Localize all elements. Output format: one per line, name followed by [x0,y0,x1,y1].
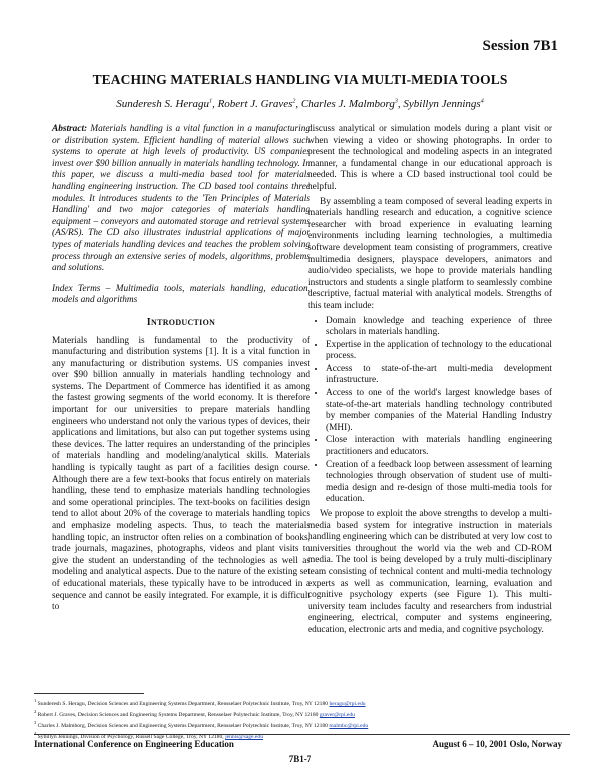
index-terms: Index Terms – Multimedia tools, materials handling, education, models and algorithms [52,283,310,306]
list-item: • Access to state-of-the-art multi-media development infrastructure. [326,364,552,387]
abstract-text: Materials handling is a vital function in a manufacturing or distribution system. Efficient handling of material allows such systems to operate at high levels of productivity. US companies invest over $90 billion annually in materials handling technology. In this paper, we discuss a multi-media based tool for materials handling engineering instruction. The CD based tool contains three modules. It introduces students to the 'Ten Principles of Materials Handling' and two major categories of materials handling equipment – conveyors and automated storage and retrieval systems (AS/RS). The CD also illustrates industrial applications of major types of materials handling devices and teaches the problem solving process through an extensive series of models, algorithms, problems and solutions. [52,124,310,274]
list-item: • Expertise in the application of technology to the educational process. [326,340,552,363]
session-label: Session 7B1 [482,38,558,54]
footnote: $^1$ Sunderesh S. Heragu, Decision Sciences and Engineering Systems Department, Rensselaer Polytechnic Institute, Troy, NY 12180 heragu@rpi.edu [34,698,366,707]
intro-paragraph: Materials handling is fundamental to the productivity of manufacturing and distribution systems [1]. It is a vital function in any manufacturing or distribution systems. US companies invest over $90 billion annually in materials handling technology and systems. The Department of Commerce has identified it as among the fastest growing segments of the world economy. It is therefore important for our universities to prepare materials handling engineers who understand not only the various types of devices, their applications and limitations, but also can put together systems using these devices. The latter requires an understanding of the principles of materials handling and modeling/analytical skills. Materials handling is typically taught as part of a facilities design course. Although there are a few text-books that focus entirely on materials handling, these tend to emphasize materials handling technologies and some operational principles. The text-books on facilities design tend to allot about 20% of the coverage to materials handling topics and emphasize modeling aspects. Thus, to teach the materials handling topic, an instructor often relies on a combination of books, trade journals, magazines, photographs, videos and plant visits to give the student an understanding of the technologies as well as modeling and analytical aspects. Due to the nature of the existing set of educational materials, these typically have to be introduced in a sequence and cannot be easily integrated. For example, it is difficult to [52,335,310,613]
body-paragraph: By assembling a team composed of several leading experts in materials handling research and education, a cognitive science researcher with broad experience in evaluating learning environments including learning technologies, a multimedia software development team consisting of programmers, creative multimedia designers, playspace developers, animators and audio/video specialists, we hope to provide materials handling instructors and students a single platform to seamlessly combine descriptive, factual material with analytical models. Strengths of this team include: [308,196,552,311]
list-item: • Domain knowledge and teaching experience of three scholars in materials handling. [326,316,552,339]
body-paragraph: discuss analytical or simulation models during a plant visit or when viewing a video or showing photographs. In order to present the technological and modeling aspects in an integrated manner, a fundamental change in our educational approach is needed. This is where a CD based instructional tool could be helpful. [308,124,552,192]
email-link[interactable]: jennis@sage.edu [225,734,263,741]
author-line: Sunderesh S. Heragu$^1$, Robert J. Graves$^2$, Charles J. Malmborg$^3$, Sybillyn Jennings$^4$ [116,98,484,110]
section-heading-introduction: INTRODUCTION [146,316,216,328]
footnote-rule [34,693,144,694]
author-name: Robert J. Graves [217,98,293,110]
right-column [308,124,552,640]
list-item: • Close interaction with materials handling engineering practitioners and educators. [326,435,552,458]
abstract-label: Abstract: [52,124,88,134]
footnote: $^3$ Charles J. Malmborg, Decision Sciences and Engineering Systems Department, Rensselaer Polytechnic Institute, Troy, NY 12180 malmbc@rpi.edu [34,720,369,729]
abstract [52,124,310,275]
footer-rule [34,734,570,735]
author-name: Charles J. Malmborg [300,98,395,110]
page-number: 7B1-7 [288,754,312,764]
body-paragraph: We propose to exploit the above strengths to develop a multi-media based system for integrative instruction in materials handling engineering which can be distributed at very low cost to universities throughout the world via the web and CD-ROM media. The tool is being developed by a truly multi-disciplinary team consisting of technical content and multi-media technology experts as well as communication, learning, evaluation and cognitive psychology experts (see Figure 1). This multi-university team includes faculty and researchers from industrial engineering, electrical, computer and systems engineering, education, electronic arts and media, and cognitive psychology. [308,509,552,635]
email-link[interactable]: graver@rpi.edu [319,711,355,718]
paper-title: TEACHING MATERIALS HANDLING VIA MULTI-MEDIA TOOLS [92,72,508,87]
footnote: $^2$ Robert J. Graves, Decision Sciences and Engineering Systems Department, Rensselaer Polytechnic Institute, Troy, NY 12180 graver@rpi.edu [34,709,355,718]
email-link[interactable]: malmbc@rpi.edu [329,722,369,729]
list-item: • Creation of a feedback loop between assessment of learning technologies through observation of student use of multi-media design and re-design of those multi-media tools for education. [326,460,552,506]
conference-date: August 6 – 10, 2001 Oslo, Norway [432,739,562,749]
list-item: • Access to one of the world's largest knowledge bases of state-of-the-art materials handling technology contributed by member companies of the Material Handling Industry (MHI). [326,388,552,434]
conference-name: International Conference on Engineering Education [34,739,234,749]
author-name: Sunderesh S. Heragu [116,98,210,110]
strengths-list [308,316,552,507]
email-link[interactable]: heragu@rpi.edu [329,700,366,707]
left-column [52,124,310,617]
author-name: Sybillyn Jennings [403,98,481,110]
footnote: $^4$ Sybillyn Jennings, Division of Psychology, Russell Sage College, Troy, NY 12180, jennis@sage.edu [34,731,263,741]
